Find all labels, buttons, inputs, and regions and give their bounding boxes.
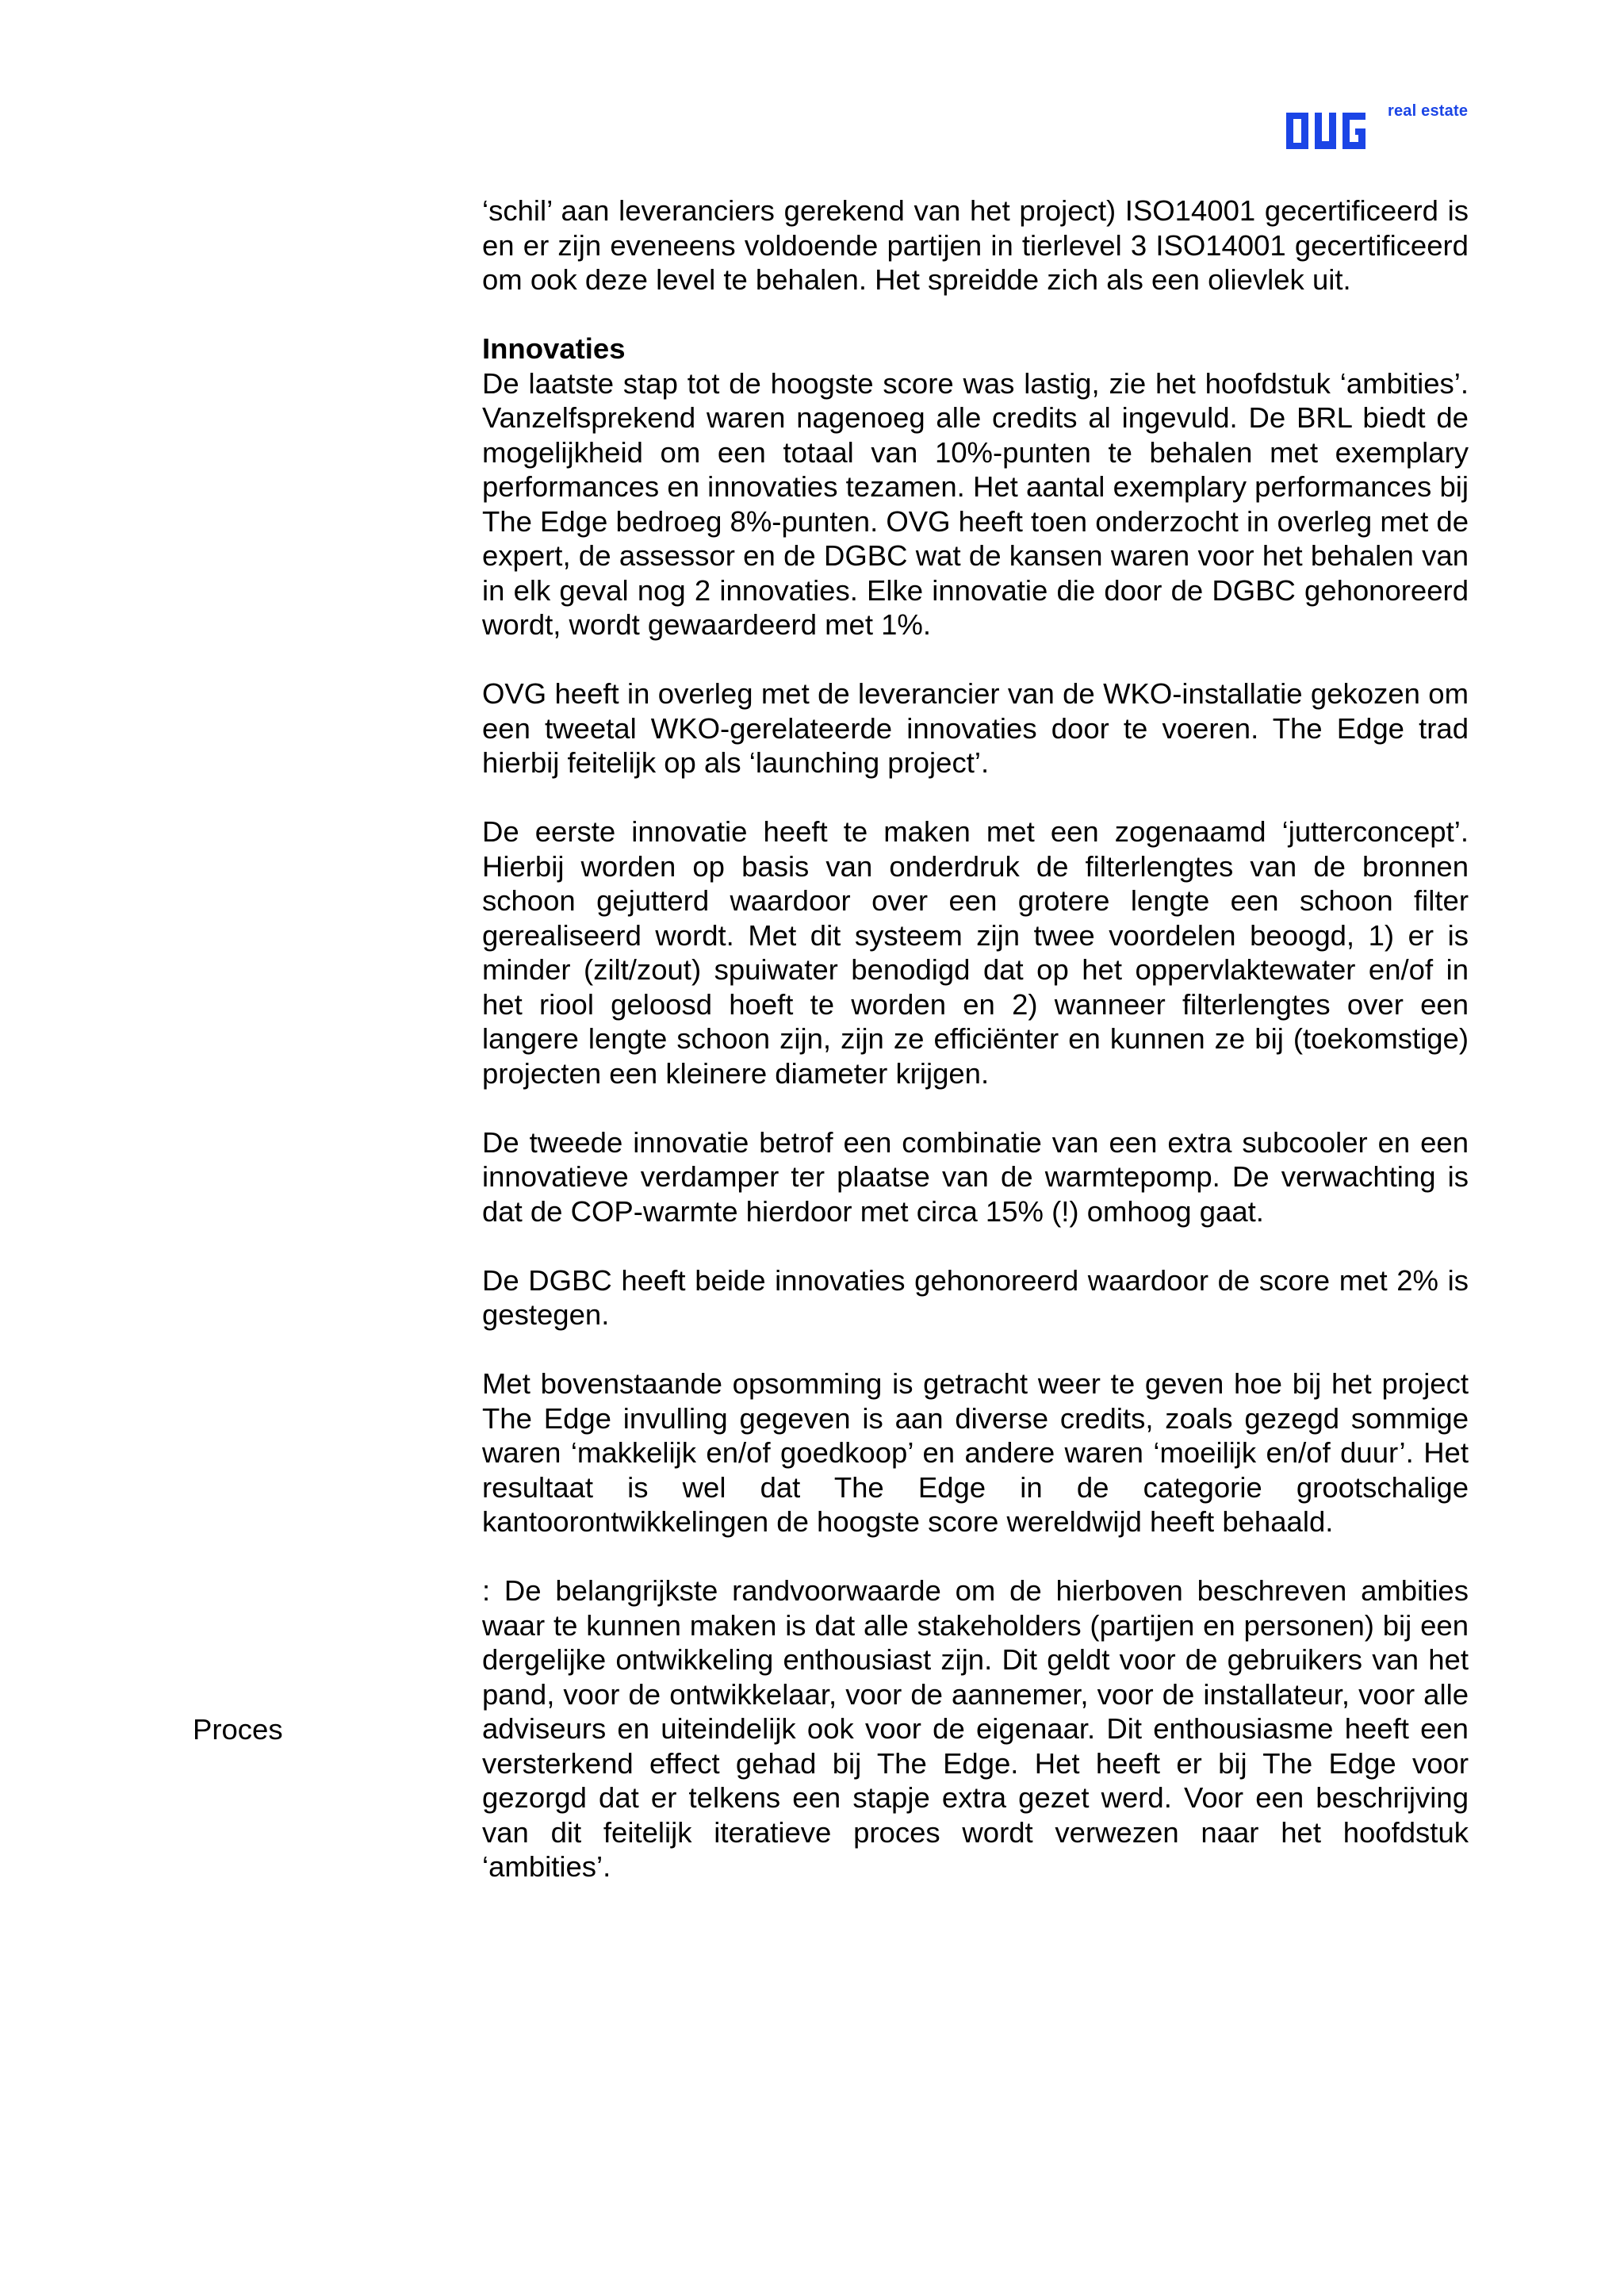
second-innovation-paragraph: De tweede innovatie betrof een combinatie van een extra subcooler en een innovatieve verdamper ter plaatse van de warmtepomp. De verwachting is dat de COP-warmte hierdoor met circa 15% (!) omhoog gaat. xyxy=(482,1125,1469,1228)
innovaties-heading: Innovaties xyxy=(482,332,626,365)
innovaties-paragraph: De laatste stap tot de hoogste score was lastig, zie het hoofdstuk ‘ambities’. Vanzelfsprekend waren nagenoeg alle credits al ingevuld. De BRL biedt de mogelijkheid om een totaal van 10%-punten te behalen met exemplary performances en innovaties tezamen. Het aantal exemplary performances bij The Edge bedroeg 8%-punten. OVG heeft toen onderzocht in overleg met de expert, de assessor en de DGBC wat de kansen waren voor het behalen van in elk geval nog 2 innovaties. Elke innovatie die door de DGBC gehonoreerd wordt, wordt gewaardeerd met 1%. xyxy=(482,366,1469,641)
wko-paragraph: OVG heeft in overleg met de leverancier van de WKO-installatie gekozen om een tweetal WKO-gerelateerde innovaties door te voeren. The Edge trad hierbij feitelijk op als ‘launching project’. xyxy=(482,677,1469,779)
first-innovation-paragraph: De eerste innovatie heeft te maken met een zogenaamd ‘jutterconcept’. Hierbij worden op basis van onderdruk de filterlengtes van de bronnen schoon gejutterd waardoor over een grotere lengte een schoon filter gerealiseerd wordt. Met dit systeem zijn twee voordelen beoogd, 1) er is minder (zilt/zout) spuiwater benodigd dat op het oppervlaktewater en/of in het riool geloosd hoeft te worden en 2) wanneer filterlengtes over een langere lengte schoon zijn, zijn ze efficiënter en kunnen ze bij (toekomstige) projecten een kleinere diameter krijgen. xyxy=(482,815,1469,1090)
logo-subtitle: real estate xyxy=(1388,102,1469,120)
ovg-logo-mark xyxy=(1285,102,1375,154)
dgbc-paragraph: De DGBC heeft beide innovaties gehonoreerd waardoor de score met 2% is gestegen. xyxy=(482,1263,1469,1331)
body-text-column xyxy=(482,194,1469,1918)
intro-paragraph: ‘schil’ aan leveranciers gerekend van het project) ISO14001 gecertificeerd is en er zijn eveneens voldoende partijen in tierlevel 3 ISO14001 gecertificeerd om ook deze level te behalen. Het spreidde zich als een olievlek uit. xyxy=(482,194,1469,296)
proces-label: Proces xyxy=(193,1713,283,1746)
summary-paragraph: Met bovenstaande opsomming is getracht weer te geven hoe bij het project The Edge invulling gegeven is aan diverse credits, zoals gezegd sommige waren ‘makkelijk en/of goedkoop’ en andere waren ‘moeilijk en/of duur’. Het resultaat is wel dat The Edge in de categorie grootschalige kantoorontwikkelingen de hoogste score wereldwijd heeft behaald. xyxy=(482,1367,1469,1538)
proces-paragraph: : De belangrijkste randvoorwaarde om de hierboven beschreven ambities waar te kunnen maken is dat alle stakeholders (partijen en personen) bij een dergelijke ontwikkeling enthousiast zijn. Dit geldt voor de gebruikers van het pand, voor de ontwikkelaar, voor de aannemer, voor de installateur, voor alle adviseurs en uiteindelijk ook voor de eigenaar. Dit enthousiasme heeft een versterkend effect gehad bij The Edge. Het heeft er bij The Edge voor gezorgd dat er telkens een stapje extra gezet werd. Voor een beschrijving van dit feitelijk iteratieve proces wordt verwezen naar het hoofdstuk ‘ambities’. xyxy=(482,1574,1469,1883)
